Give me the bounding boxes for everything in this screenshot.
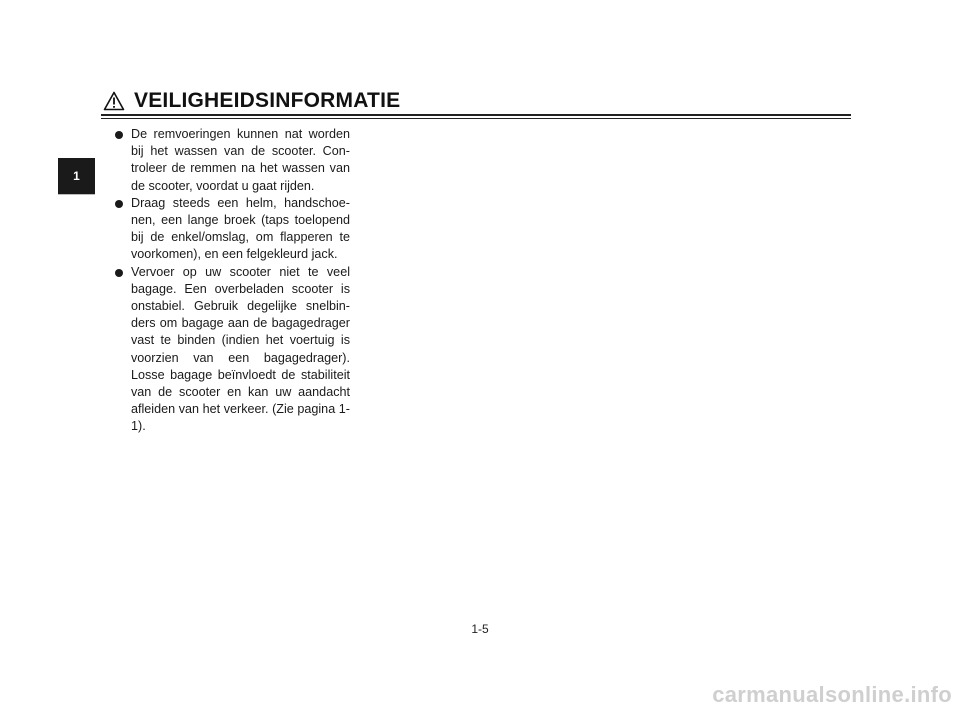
bullet-dot-icon — [115, 200, 123, 208]
bullet-text: Vervoer op uw scooter niet te veel bagage. Een overbeladen scooter is onstabiel. Gebruik degelijke snelbinders om bagage aan de bagagedrager vast te binden (indien het voertuig is voorzien van een bagagedrager). Losse bagage beïnvloedt de stabiliteit van de scooter en kan uw aandacht afleiden van het verkeer. (Zie pagina 1-1). — [131, 264, 350, 434]
bullet-text: De remvoeringen kunnen nat worden bij het wassen van de scooter. Controleer de remmen na het wassen van de scooter, voordat u gaat rijden. — [131, 127, 350, 193]
watermark: carmanualsonline.info — [712, 682, 952, 707]
page-header — [103, 86, 400, 116]
bullet-text: Draag steeds een helm, handschoenen, een lange broek (taps toelopend bij de enkel/omslag, om flapperen te voorkomen), en een felgekleurd jack. — [131, 195, 350, 262]
page-title: VEILIGHEIDSINFORMATIE — [134, 89, 401, 112]
header-rule-thin — [101, 118, 851, 119]
page-number: 1-5 — [471, 622, 489, 636]
header-rule-thick — [101, 114, 851, 116]
safety-bullet-list — [115, 126, 350, 436]
chapter-tab — [58, 158, 95, 194]
bullet-item — [115, 264, 350, 436]
warning-triangle-icon — [103, 91, 125, 111]
chapter-tab-divider — [58, 194, 95, 195]
bullet-item — [115, 126, 350, 195]
bullet-item — [115, 195, 350, 264]
chapter-tab-label: 1 — [73, 169, 80, 183]
bullet-dot-icon — [115, 269, 123, 277]
bullet-dot-icon — [115, 131, 123, 139]
